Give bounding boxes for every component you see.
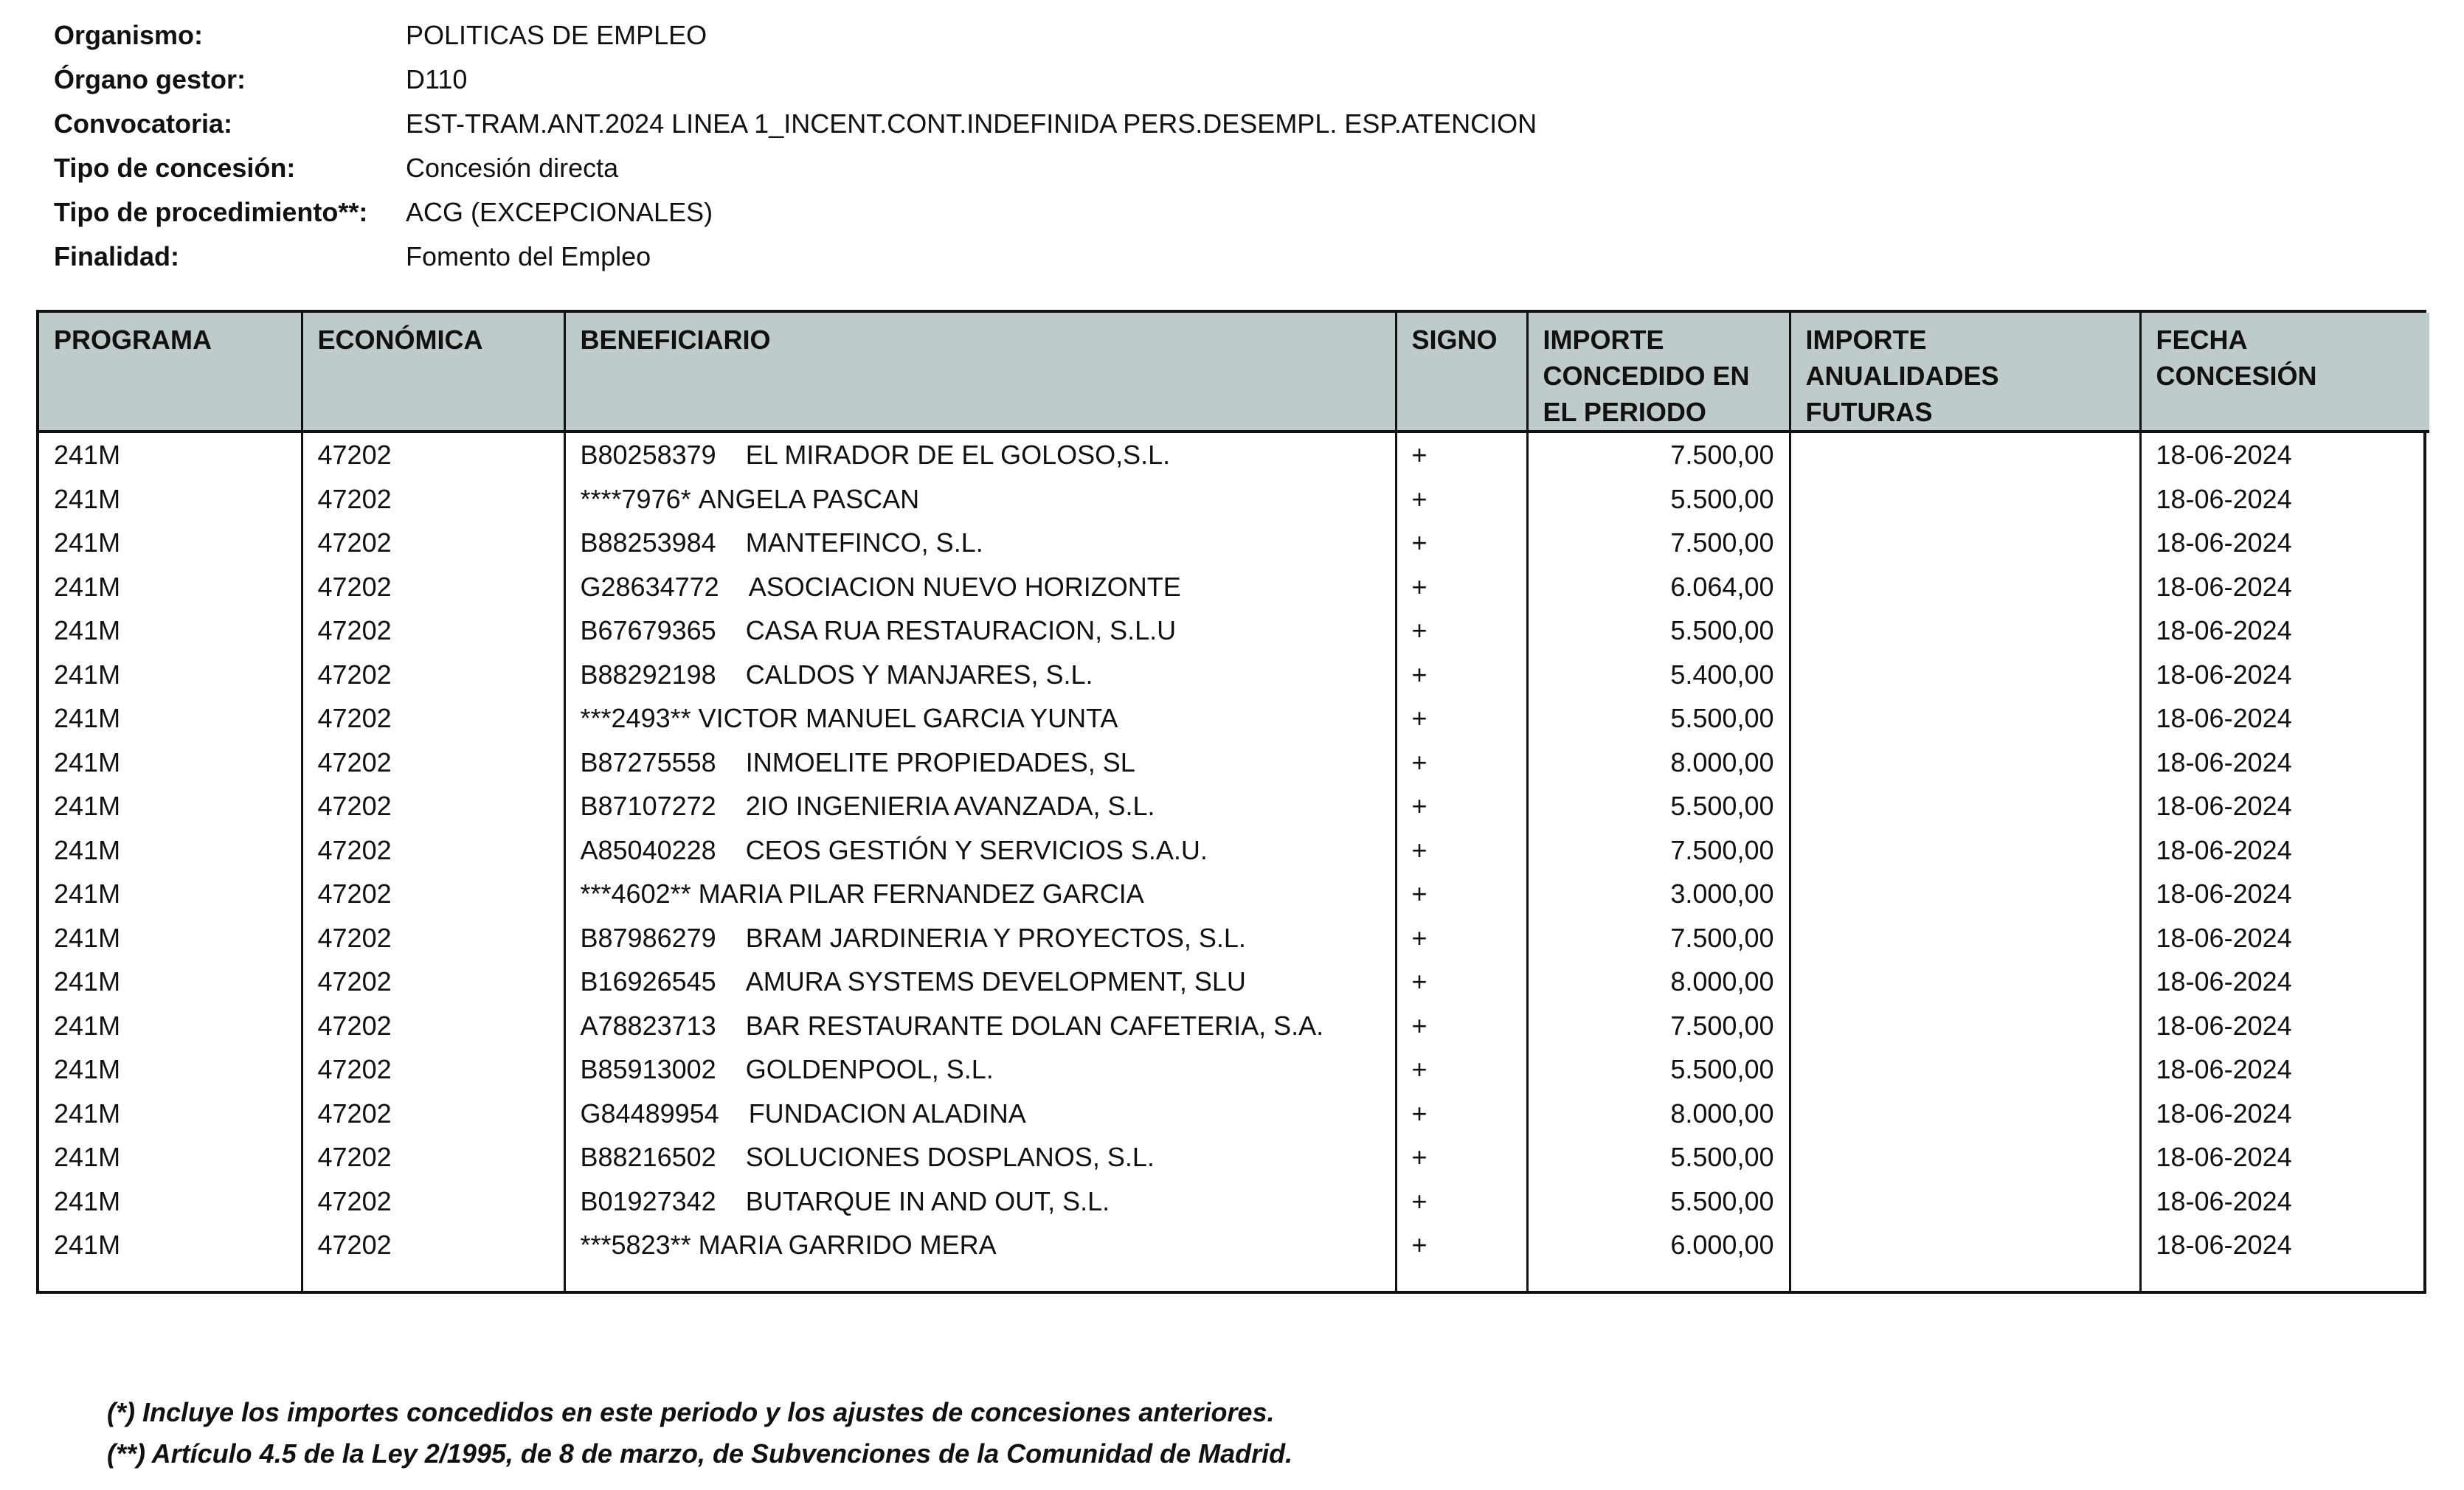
beneficiario-nif: G28634772 [580,571,719,602]
cell-programa: 241M [54,1010,121,1041]
cell-signo: + [1396,1223,1527,1267]
cell-economica: 47202 [302,696,564,741]
beneficiario-name: CALDOS Y MANJARES, S.L. [745,659,1093,690]
header-importe-concedido [1527,313,1790,432]
header-importe-line: CONCEDIDO EN [1543,361,1750,391]
meta-row-tipo-concesion [54,150,1537,195]
table-row [39,696,2429,741]
cell-beneficiario [564,1223,1396,1267]
table-header-row [39,313,2429,432]
document-metadata [54,18,1537,283]
cell-anualidades-futuras [1790,784,2140,828]
cell-anualidades-futuras [1790,1223,2140,1267]
cell-economica: 47202 [302,609,564,653]
beneficiario-name: MARIA GARRIDO MERA [698,1230,997,1260]
cell-fecha: 18-06-2024 [2140,960,2429,1004]
beneficiario-name: GOLDENPOOL, S.L. [745,1054,994,1084]
beneficiario-name: ANGELA PASCAN [698,483,920,514]
cell-signo: + [1396,432,1527,477]
cell-anualidades-futuras [1790,1004,2140,1048]
cell-beneficiario [564,784,1396,828]
cell-economica: 47202 [302,741,564,785]
cell-importe: 5.500,00 [1527,609,1790,653]
cell-programa: 241M [54,834,121,865]
beneficiario-nif: B88216502 [580,1142,716,1172]
cell-beneficiario [564,1004,1396,1048]
beneficiario-name: MANTEFINCO, S.L. [745,527,983,558]
cell-signo: + [1396,916,1527,960]
footnote-importes: (*) Incluye los importes concedidos en este periodo y los ajustes de concesiones anteriores. [107,1397,1275,1427]
cell-importe: 5.500,00 [1527,784,1790,828]
cell-economica: 47202 [302,432,564,477]
cell-signo: + [1396,1004,1527,1048]
beneficiario-nif: ****7976* [580,483,691,514]
cell-signo: + [1396,609,1527,653]
cell-fecha: 18-06-2024 [2140,1135,2429,1179]
header-importe-line: EL PERIODO [1543,397,1706,427]
header-anualidades-line: ANUALIDADES [1805,361,1999,391]
table-row [39,960,2429,1004]
table-row [39,1179,2429,1224]
beneficiario-nif: A85040228 [580,834,716,865]
cell-programa: 241M [54,1185,121,1216]
meta-value: ACG (EXCEPCIONALES) [406,197,713,227]
meta-value: POLITICAS DE EMPLEO [406,20,707,50]
header-importe-line: IMPORTE [1543,325,1664,355]
cell-beneficiario [564,477,1396,522]
cell-importe: 7.500,00 [1527,1004,1790,1048]
cell-fecha: 18-06-2024 [2140,432,2429,477]
table-row [39,565,2429,609]
cell-beneficiario [564,432,1396,477]
cell-fecha: 18-06-2024 [2140,1047,2429,1092]
beneficiario-name: ASOCIACION NUEVO HORIZONTE [748,571,1181,602]
cell-anualidades-futuras [1790,872,2140,916]
cell-signo: + [1396,784,1527,828]
meta-label: Tipo de procedimiento**: [54,197,368,227]
cell-economica: 47202 [302,1135,564,1179]
cell-programa: 241M [54,527,121,558]
header-programa: PROGRAMA [39,313,302,432]
cell-signo: + [1396,1092,1527,1136]
meta-row-organismo [54,18,1537,62]
cell-economica: 47202 [302,872,564,916]
table-row [39,653,2429,697]
cell-programa: 241M [54,1054,121,1084]
cell-beneficiario [564,872,1396,916]
meta-row-finalidad [54,239,1537,283]
cell-economica: 47202 [302,1179,564,1224]
cell-importe: 7.500,00 [1527,916,1790,960]
cell-signo: + [1396,1179,1527,1224]
beneficiario-nif: A78823713 [580,1010,716,1041]
meta-row-convocatoria [54,106,1537,150]
cell-fecha: 18-06-2024 [2140,696,2429,741]
cell-programa: 241M [54,1142,121,1172]
cell-economica: 47202 [302,828,564,873]
cell-anualidades-futuras [1790,609,2140,653]
meta-label: Órgano gestor: [54,64,246,94]
beneficiario-nif: B87986279 [580,922,716,953]
cell-programa: 241M [54,922,121,953]
beneficiario-name: BAR RESTAURANTE DOLAN CAFETERIA, S.A. [745,1010,1324,1041]
cell-programa: 241M [54,615,121,645]
cell-importe: 5.500,00 [1527,477,1790,522]
cell-anualidades-futuras [1790,1179,2140,1224]
cell-programa: 241M [54,703,121,733]
cell-beneficiario [564,609,1396,653]
cell-economica: 47202 [302,1092,564,1136]
cell-fecha: 18-06-2024 [2140,916,2429,960]
beneficiario-nif: G84489954 [580,1098,719,1129]
beneficiario-nif: B88292198 [580,659,716,690]
cell-importe: 7.500,00 [1527,828,1790,873]
beneficiario-nif: B16926545 [580,966,716,997]
cell-anualidades-futuras [1790,432,2140,477]
beneficiario-nif: B88253984 [580,527,716,558]
cell-importe: 6.000,00 [1527,1223,1790,1267]
cell-importe: 8.000,00 [1527,960,1790,1004]
cell-beneficiario [564,741,1396,785]
cell-beneficiario [564,565,1396,609]
cell-anualidades-futuras [1790,1047,2140,1092]
cell-anualidades-futuras [1790,960,2140,1004]
grants-table [39,313,2429,1291]
beneficiario-nif: B80258379 [580,440,716,470]
cell-anualidades-futuras [1790,1092,2140,1136]
meta-value: Fomento del Empleo [406,241,651,271]
cell-programa: 241M [54,1230,121,1260]
cell-signo: + [1396,565,1527,609]
cell-fecha: 18-06-2024 [2140,784,2429,828]
table-filler-row [39,1267,2429,1292]
footnotes [107,1392,1292,1475]
cell-beneficiario [564,960,1396,1004]
cell-economica: 47202 [302,916,564,960]
beneficiario-name: AMURA SYSTEMS DEVELOPMENT, SLU [745,966,1246,997]
meta-label: Tipo de concesión: [54,153,296,183]
cell-economica: 47202 [302,565,564,609]
table-row [39,477,2429,522]
cell-fecha: 18-06-2024 [2140,1092,2429,1136]
cell-signo: + [1396,741,1527,785]
cell-programa: 241M [54,571,121,602]
header-fecha-concesion: FECHA CONCESIÓN [2140,313,2429,432]
meta-label: Organismo: [54,20,204,50]
header-anualidades-line: IMPORTE [1805,325,1927,355]
cell-beneficiario [564,653,1396,697]
cell-programa: 241M [54,1098,121,1129]
cell-beneficiario [564,1179,1396,1224]
header-economica: ECONÓMICA [302,313,564,432]
beneficiario-nif: B67679365 [580,615,716,645]
cell-programa: 241M [54,483,121,514]
beneficiario-name: INMOELITE PROPIEDADES, SL [745,746,1135,777]
cell-economica: 47202 [302,1047,564,1092]
cell-fecha: 18-06-2024 [2140,609,2429,653]
cell-beneficiario [564,828,1396,873]
meta-label: Convocatoria: [54,108,233,139]
table-row [39,1047,2429,1092]
cell-anualidades-futuras [1790,477,2140,522]
meta-value: Concesión directa [406,153,619,183]
cell-fecha: 18-06-2024 [2140,1179,2429,1224]
meta-row-organo-gestor [54,62,1537,106]
cell-programa: 241M [54,791,121,821]
beneficiario-name: MARIA PILAR FERNANDEZ GARCIA [698,879,1144,909]
beneficiario-name: EL MIRADOR DE EL GOLOSO,S.L. [745,440,1171,470]
beneficiario-nif: B87107272 [580,791,716,821]
cell-beneficiario [564,696,1396,741]
cell-importe: 8.000,00 [1527,1092,1790,1136]
beneficiario-nif: B87275558 [580,746,716,777]
header-beneficiario: BENEFICIARIO [564,313,1396,432]
beneficiario-name: CEOS GESTIÓN Y SERVICIOS S.A.U. [745,834,1208,865]
cell-economica: 47202 [302,521,564,565]
cell-beneficiario [564,521,1396,565]
cell-importe: 5.500,00 [1527,1179,1790,1224]
header-signo: SIGNO [1396,313,1527,432]
meta-label: Finalidad: [54,241,179,271]
beneficiario-name: VICTOR MANUEL GARCIA YUNTA [698,703,1118,733]
cell-importe: 7.500,00 [1527,432,1790,477]
cell-economica: 47202 [302,960,564,1004]
cell-signo: + [1396,521,1527,565]
cell-beneficiario [564,916,1396,960]
cell-anualidades-futuras [1790,521,2140,565]
cell-importe: 5.500,00 [1527,1135,1790,1179]
beneficiario-nif: ***5823** [580,1230,691,1260]
cell-fecha: 18-06-2024 [2140,565,2429,609]
beneficiario-name: BUTARQUE IN AND OUT, S.L. [745,1185,1110,1216]
cell-fecha: 18-06-2024 [2140,477,2429,522]
beneficiario-name: FUNDACION ALADINA [748,1098,1026,1129]
beneficiario-nif: B85913002 [580,1054,716,1084]
beneficiario-nif: B01927342 [580,1185,716,1216]
cell-economica: 47202 [302,653,564,697]
table-row [39,1092,2429,1136]
cell-programa: 241M [54,966,121,997]
cell-fecha: 18-06-2024 [2140,828,2429,873]
cell-signo: + [1396,696,1527,741]
cell-programa: 241M [54,659,121,690]
cell-programa: 241M [54,746,121,777]
cell-signo: + [1396,653,1527,697]
cell-anualidades-futuras [1790,565,2140,609]
cell-signo: + [1396,1135,1527,1179]
cell-importe: 8.000,00 [1527,741,1790,785]
beneficiario-name: SOLUCIONES DOSPLANOS, S.L. [745,1142,1155,1172]
cell-economica: 47202 [302,477,564,522]
cell-anualidades-futuras [1790,653,2140,697]
beneficiario-name: BRAM JARDINERIA Y PROYECTOS, S.L. [745,922,1246,953]
table-row [39,1004,2429,1048]
footnote-ley: (**) Artículo 4.5 de la Ley 2/1995, de 8 de marzo, de Subvenciones de la Comunidad de Madrid. [107,1438,1293,1469]
cell-fecha: 18-06-2024 [2140,1004,2429,1048]
table-row [39,521,2429,565]
table-row [39,916,2429,960]
cell-programa: 241M [54,879,121,909]
cell-economica: 47202 [302,1004,564,1048]
beneficiario-name: 2IO INGENIERIA AVANZADA, S.L. [745,791,1155,821]
cell-importe: 7.500,00 [1527,521,1790,565]
cell-fecha: 18-06-2024 [2140,521,2429,565]
beneficiario-nif: ***4602** [580,879,691,909]
cell-signo: + [1396,828,1527,873]
cell-signo: + [1396,477,1527,522]
cell-fecha: 18-06-2024 [2140,872,2429,916]
meta-value: EST-TRAM.ANT.2024 LINEA 1_INCENT.CONT.INDEFINIDA PERS.DESEMPL. ESP.ATENCION [406,108,1537,139]
cell-fecha: 18-06-2024 [2140,653,2429,697]
cell-anualidades-futuras [1790,916,2140,960]
cell-anualidades-futuras [1790,741,2140,785]
cell-signo: + [1396,872,1527,916]
cell-anualidades-futuras [1790,696,2140,741]
cell-beneficiario [564,1135,1396,1179]
cell-signo: + [1396,1047,1527,1092]
table-row [39,872,2429,916]
meta-value: D110 [406,64,468,94]
table-row [39,828,2429,873]
cell-importe: 5.400,00 [1527,653,1790,697]
table-row [39,1135,2429,1179]
table-row [39,432,2429,477]
cell-fecha: 18-06-2024 [2140,1223,2429,1267]
cell-importe: 3.000,00 [1527,872,1790,916]
header-importe-anualidades [1790,313,2140,432]
cell-anualidades-futuras [1790,828,2140,873]
cell-beneficiario [564,1092,1396,1136]
cell-signo: + [1396,960,1527,1004]
cell-importe: 5.500,00 [1527,696,1790,741]
table-row [39,1223,2429,1267]
grants-table-frame [36,310,2426,1294]
table-row [39,741,2429,785]
beneficiario-nif: ***2493** [580,703,691,733]
cell-economica: 47202 [302,784,564,828]
cell-fecha: 18-06-2024 [2140,741,2429,785]
cell-anualidades-futuras [1790,1135,2140,1179]
cell-beneficiario [564,1047,1396,1092]
meta-row-tipo-procedimiento [54,195,1537,239]
table-row [39,609,2429,653]
cell-importe: 5.500,00 [1527,1047,1790,1092]
grants-table-body [39,432,2429,1291]
beneficiario-name: CASA RUA RESTAURACION, S.L.U [745,615,1177,645]
table-row [39,784,2429,828]
cell-economica: 47202 [302,1223,564,1267]
cell-programa: 241M [54,440,121,470]
header-anualidades-line: FUTURAS [1805,397,1933,427]
cell-importe: 6.064,00 [1527,565,1790,609]
